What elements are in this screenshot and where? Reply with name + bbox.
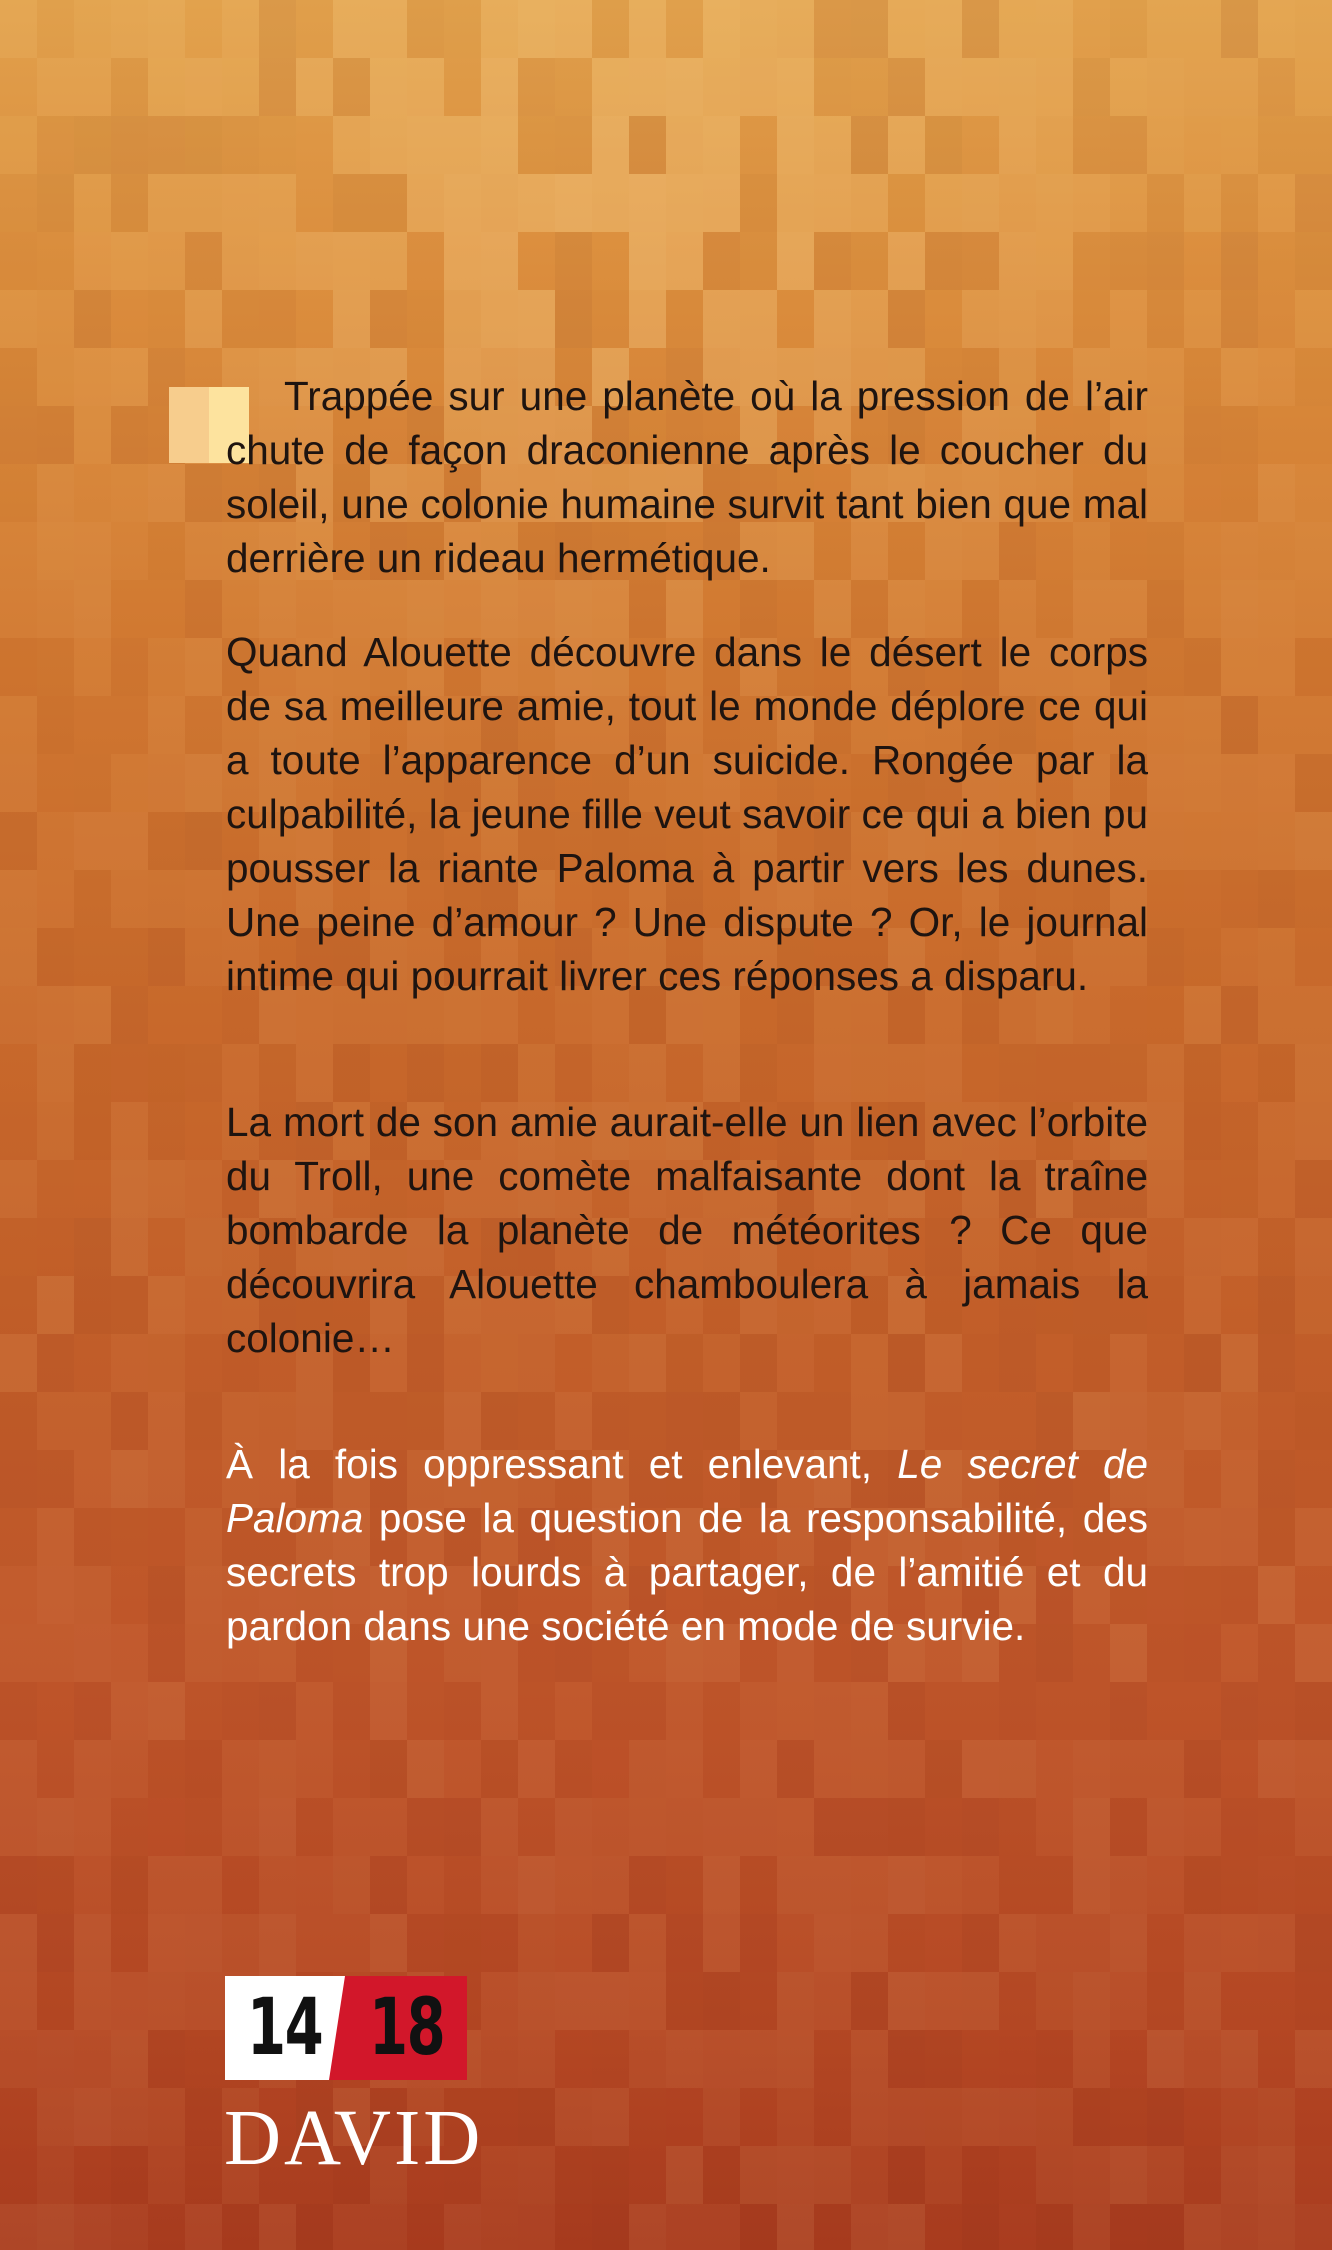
age-min: 14: [247, 1983, 323, 2073]
age-max: 18: [369, 1983, 445, 2073]
publisher-logo: DAVID: [224, 2095, 484, 2182]
blurb-paragraph-1: Trappée sur une planète où la pression de l’air chute de façon draconienne après le coucher du soleil, une colonie humaine survit tant bien que mal derrière un rideau hermétique.: [226, 373, 1148, 581]
summary-paragraph: [226, 1437, 1148, 1653]
summary-text-before: À la fois oppressant et enlevant,: [226, 1441, 898, 1487]
blurb-paragraph-3: La mort de son amie aurait-elle un lien avec l’orbite du Troll, une comète malfaisante dont la traîne bombarde la planète de météorites ? Ce que découvrira Alouette chamboulera à jamais la colonie…: [226, 1099, 1148, 1361]
book-title: Le secret de Paloma: [226, 1441, 1148, 1541]
summary-text-after: pose la question de la responsabilité, des secrets trop lourds à partager, de l’amitié et du pardon dans une société en mode de survie.: [226, 1495, 1148, 1649]
blurb-paragraph-2: Quand Alouette découvre dans le désert le corps de sa meilleure amie, tout le monde déplore ce qui a toute l’apparence d’un suicide. Rongée par la culpabilité, la jeune fille veut savoir ce qui a bien pu pousser la riante Paloma à partir vers les dunes. Une peine d’amour ? Une dispute ? Or, le journal intime qui pourrait livrer ces réponses a disparu.: [226, 629, 1148, 999]
age-range-badge: [225, 1976, 467, 2080]
